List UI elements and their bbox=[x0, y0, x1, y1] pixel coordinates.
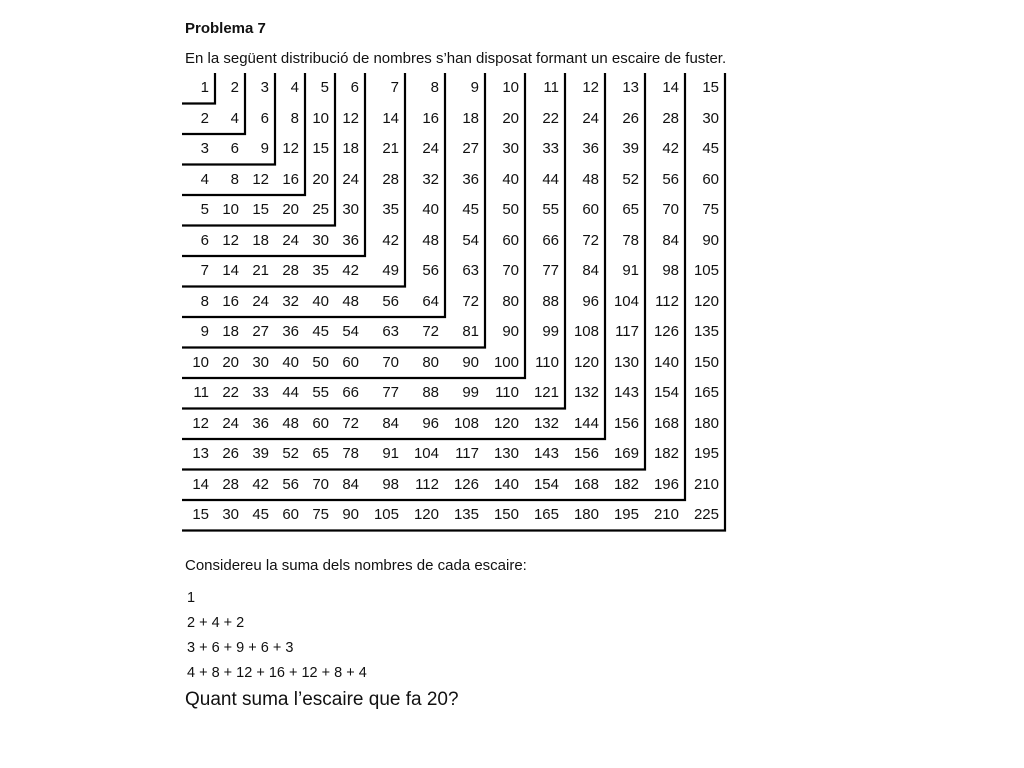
table-cell: 135 bbox=[453, 506, 479, 523]
table-cell: 90 bbox=[462, 353, 479, 371]
table-cell: 30 bbox=[702, 109, 719, 127]
table-cell: 4 bbox=[230, 109, 239, 127]
table-cell: 3 bbox=[200, 140, 209, 157]
table-cell: 105 bbox=[693, 262, 719, 279]
sum-line: 1 bbox=[187, 590, 196, 606]
table-cell: 75 bbox=[702, 201, 719, 218]
table-cell: 5 bbox=[200, 201, 209, 218]
table-cell: 42 bbox=[342, 262, 359, 279]
table-cell: 140 bbox=[653, 353, 679, 371]
table-cell: 28 bbox=[222, 475, 239, 493]
table-cell: 70 bbox=[502, 262, 519, 279]
table-cell: 60 bbox=[282, 506, 299, 523]
table-cell: 2 bbox=[230, 79, 239, 96]
table-cell: 49 bbox=[382, 262, 399, 279]
table-cell: 28 bbox=[382, 170, 399, 188]
table-cell: 63 bbox=[462, 262, 479, 279]
consider-text: Considereu la suma dels nombres de cada escaire: bbox=[185, 557, 527, 574]
table-cell: 33 bbox=[252, 384, 269, 401]
table-cell: 120 bbox=[693, 292, 719, 310]
table-cell: 24 bbox=[582, 109, 599, 127]
table-cell: 28 bbox=[282, 262, 299, 279]
table-cell: 4 bbox=[200, 170, 209, 188]
table-cell: 104 bbox=[613, 292, 639, 310]
table-cell: 15 bbox=[312, 140, 329, 157]
table-cell: 28 bbox=[662, 109, 679, 127]
table-cell: 90 bbox=[342, 506, 359, 523]
table-cell: 80 bbox=[422, 353, 439, 371]
table-cell: 70 bbox=[662, 201, 679, 218]
table-cell: 40 bbox=[312, 292, 329, 310]
table-cell: 1 bbox=[200, 79, 209, 96]
table-cell: 182 bbox=[653, 445, 679, 462]
table-cell: 112 bbox=[415, 475, 439, 493]
table-cell: 182 bbox=[613, 475, 639, 493]
table-cell: 210 bbox=[653, 506, 679, 523]
table-cell: 126 bbox=[453, 475, 479, 493]
table-cell: 195 bbox=[693, 445, 719, 462]
table-cell: 12 bbox=[222, 231, 239, 249]
table-cell: 40 bbox=[502, 170, 519, 188]
table-cell: 110 bbox=[495, 384, 519, 401]
table-cell: 50 bbox=[502, 201, 519, 218]
table-cell: 24 bbox=[252, 292, 269, 310]
table-cell: 24 bbox=[222, 414, 239, 432]
table-cell: 60 bbox=[342, 353, 359, 371]
table-cell: 36 bbox=[282, 323, 299, 340]
table-cell: 112 bbox=[655, 292, 679, 310]
table-cell: 45 bbox=[702, 140, 719, 157]
table-cell: 77 bbox=[382, 384, 399, 401]
table-cell: 90 bbox=[502, 323, 519, 340]
table-cell: 21 bbox=[382, 140, 399, 157]
table-cell: 6 bbox=[230, 140, 239, 157]
table-cell: 14 bbox=[222, 262, 239, 279]
table-cell: 117 bbox=[455, 445, 479, 462]
table-cell: 130 bbox=[493, 445, 519, 462]
table-cell: 14 bbox=[382, 109, 399, 127]
table-cell: 56 bbox=[282, 475, 299, 493]
table-cell: 80 bbox=[502, 292, 519, 310]
table-cell: 18 bbox=[222, 323, 239, 340]
table-cell: 8 bbox=[430, 79, 439, 96]
table-cell: 7 bbox=[390, 79, 399, 96]
table-cell: 20 bbox=[312, 170, 329, 188]
table-cell: 169 bbox=[613, 445, 639, 462]
table-cell: 120 bbox=[493, 414, 519, 432]
table-cell: 44 bbox=[282, 384, 299, 401]
table-cell: 16 bbox=[282, 170, 299, 188]
table-cell: 42 bbox=[382, 231, 399, 249]
table-cell: 45 bbox=[462, 201, 479, 218]
table-cell: 99 bbox=[462, 384, 479, 401]
table-cell: 30 bbox=[222, 506, 239, 523]
table-cell: 6 bbox=[200, 231, 209, 249]
table-cell: 168 bbox=[573, 475, 599, 493]
table-cell: 99 bbox=[542, 323, 559, 340]
table-cell: 21 bbox=[252, 262, 269, 279]
table-cell: 130 bbox=[613, 353, 639, 371]
table-cell: 78 bbox=[342, 445, 359, 462]
table-cell: 18 bbox=[252, 231, 269, 249]
table-cell: 132 bbox=[533, 414, 559, 432]
table-cell: 40 bbox=[282, 353, 299, 371]
table-cell: 70 bbox=[382, 353, 399, 371]
table-cell: 15 bbox=[192, 506, 209, 523]
table-cell: 72 bbox=[462, 292, 479, 310]
table-cell: 64 bbox=[422, 292, 439, 310]
table-cell: 35 bbox=[382, 201, 399, 218]
sum-line: 4 + 8 + 12 + 16 + 12 + 8 + 4 bbox=[187, 665, 367, 681]
table-cell: 12 bbox=[192, 414, 209, 432]
question-text: Quant suma l’escaire que fa 20? bbox=[185, 689, 459, 710]
table-cell: 14 bbox=[662, 79, 679, 96]
table-cell: 39 bbox=[252, 445, 269, 462]
table-cell: 110 bbox=[535, 353, 559, 371]
table-cell: 156 bbox=[613, 414, 639, 432]
table-cell: 32 bbox=[282, 292, 299, 310]
table-cell: 2 bbox=[200, 109, 209, 127]
table-cell: 20 bbox=[222, 353, 239, 371]
table-cell: 104 bbox=[413, 445, 439, 462]
table-cell: 84 bbox=[662, 231, 679, 249]
table-cell: 12 bbox=[252, 170, 269, 188]
table-cell: 8 bbox=[200, 292, 209, 310]
table-cell: 39 bbox=[622, 140, 639, 157]
table-cell: 42 bbox=[662, 140, 679, 157]
table-cell: 65 bbox=[622, 201, 639, 218]
table-cell: 36 bbox=[342, 231, 359, 249]
table-cell: 84 bbox=[382, 414, 399, 432]
sum-line: 3 + 6 + 9 + 6 + 3 bbox=[187, 640, 294, 656]
table-cell: 24 bbox=[422, 140, 439, 157]
table-cell: 78 bbox=[622, 231, 639, 249]
table-cell: 6 bbox=[350, 79, 359, 96]
table-cell: 132 bbox=[573, 384, 599, 401]
table-cell: 36 bbox=[252, 414, 269, 432]
table-cell: 12 bbox=[582, 79, 599, 96]
table-cell: 27 bbox=[252, 323, 269, 340]
table-cell: 91 bbox=[382, 445, 399, 462]
table-cell: 165 bbox=[693, 384, 719, 401]
table-cell: 65 bbox=[312, 445, 329, 462]
table-cell: 98 bbox=[382, 475, 399, 493]
table-cell: 32 bbox=[422, 170, 439, 188]
table-cell: 100 bbox=[493, 353, 519, 371]
table-cell: 60 bbox=[312, 414, 329, 432]
table-cell: 18 bbox=[462, 109, 479, 127]
table-cell: 75 bbox=[312, 506, 329, 523]
table-cell: 20 bbox=[282, 201, 299, 218]
table-cell: 55 bbox=[542, 201, 559, 218]
sum-line: 2 + 4 + 2 bbox=[187, 615, 245, 631]
table-cell: 36 bbox=[582, 140, 599, 157]
table-cell: 77 bbox=[542, 262, 559, 279]
table-cell: 15 bbox=[252, 201, 269, 218]
table-cell: 72 bbox=[342, 414, 359, 432]
table-cell: 72 bbox=[422, 323, 439, 340]
table-cell: 196 bbox=[653, 475, 679, 493]
table-cell: 30 bbox=[312, 231, 329, 249]
table-cell: 6 bbox=[260, 109, 269, 127]
table-cell: 180 bbox=[573, 506, 599, 523]
table-cell: 12 bbox=[282, 140, 299, 157]
table-cell: 10 bbox=[312, 109, 329, 127]
table-cell: 84 bbox=[342, 475, 359, 493]
table-cell: 60 bbox=[582, 201, 599, 218]
table-cell: 11 bbox=[543, 79, 559, 96]
table-cell: 140 bbox=[493, 475, 519, 493]
table-cell: 9 bbox=[200, 323, 209, 340]
table-cell: 84 bbox=[582, 262, 599, 279]
table-cell: 13 bbox=[192, 445, 209, 462]
table-cell: 96 bbox=[582, 292, 599, 310]
table-cell: 150 bbox=[493, 506, 519, 523]
table-cell: 44 bbox=[542, 170, 559, 188]
table-cell: 98 bbox=[662, 262, 679, 279]
table-cell: 30 bbox=[502, 140, 519, 157]
table-cell: 117 bbox=[615, 323, 639, 340]
table-cell: 135 bbox=[693, 323, 719, 340]
table-cell: 105 bbox=[373, 506, 399, 523]
sum-list bbox=[187, 586, 367, 686]
table-cell: 70 bbox=[312, 475, 329, 493]
table-cell: 25 bbox=[312, 201, 329, 218]
table-cell: 63 bbox=[382, 323, 399, 340]
table-cell: 55 bbox=[312, 384, 329, 401]
table-cell: 16 bbox=[222, 292, 239, 310]
table-cell: 15 bbox=[702, 79, 719, 96]
table-cell: 8 bbox=[290, 109, 299, 127]
table-cell: 88 bbox=[542, 292, 559, 310]
table-cell: 126 bbox=[653, 323, 679, 340]
table-cell: 48 bbox=[422, 231, 439, 249]
problem-title: Problema 7 bbox=[185, 20, 266, 37]
table-cell: 52 bbox=[282, 445, 299, 462]
table-cell: 26 bbox=[222, 445, 239, 462]
table-cell: 56 bbox=[662, 170, 679, 188]
table-cell: 143 bbox=[533, 445, 559, 462]
table-cell: 54 bbox=[462, 231, 479, 249]
table-cell: 81 bbox=[462, 323, 479, 340]
table-cell: 56 bbox=[422, 262, 439, 279]
table-cell: 24 bbox=[282, 231, 299, 249]
table-cell: 16 bbox=[422, 109, 439, 127]
table-cell: 120 bbox=[573, 353, 599, 371]
table-cell: 225 bbox=[693, 506, 719, 523]
table-cell: 48 bbox=[582, 170, 599, 188]
table-cell: 35 bbox=[312, 262, 329, 279]
table-cell: 52 bbox=[622, 170, 639, 188]
table-cell: 12 bbox=[342, 109, 359, 127]
table-cell: 108 bbox=[573, 323, 599, 340]
table-cell: 10 bbox=[502, 79, 519, 96]
table-cell: 10 bbox=[222, 201, 239, 218]
table-cell: 50 bbox=[312, 353, 329, 371]
table-cell: 90 bbox=[702, 231, 719, 249]
table-cell: 88 bbox=[422, 384, 439, 401]
table-cell: 120 bbox=[413, 506, 439, 523]
table-cell: 30 bbox=[252, 353, 269, 371]
table-cell: 11 bbox=[193, 384, 209, 401]
table-cell: 60 bbox=[702, 170, 719, 188]
table-cell: 22 bbox=[222, 384, 239, 401]
table-cell: 9 bbox=[260, 140, 269, 157]
table-cell: 210 bbox=[693, 475, 719, 493]
table-cell: 56 bbox=[382, 292, 399, 310]
problem-intro: En la següent distribució de nombres s’han disposat formant un escaire de fuster. bbox=[185, 50, 727, 67]
table-cell: 18 bbox=[342, 140, 359, 157]
table-cell: 3 bbox=[260, 79, 269, 96]
table-cell: 8 bbox=[230, 170, 239, 188]
table-cell: 27 bbox=[462, 140, 479, 157]
table-cell: 72 bbox=[582, 231, 599, 249]
table-cell: 180 bbox=[693, 414, 719, 432]
table-cell: 154 bbox=[653, 384, 679, 401]
table-cell: 66 bbox=[542, 231, 559, 249]
table-cell: 20 bbox=[502, 109, 519, 127]
table-cell: 33 bbox=[542, 140, 559, 157]
table-cell: 42 bbox=[252, 475, 269, 493]
table-cell: 10 bbox=[192, 353, 209, 371]
table-cell: 66 bbox=[342, 384, 359, 401]
table-cell: 165 bbox=[533, 506, 559, 523]
table-cell: 96 bbox=[422, 414, 439, 432]
table-cell: 13 bbox=[622, 79, 639, 96]
table-cell: 4 bbox=[290, 79, 299, 96]
table-cell: 143 bbox=[613, 384, 639, 401]
table-cell: 48 bbox=[282, 414, 299, 432]
table-cell: 54 bbox=[342, 323, 359, 340]
table-cell: 36 bbox=[462, 170, 479, 188]
multiplication-table bbox=[180, 73, 730, 536]
table-cell: 156 bbox=[573, 445, 599, 462]
table-cell: 45 bbox=[252, 506, 269, 523]
table-cell: 40 bbox=[422, 201, 439, 218]
table-cell: 7 bbox=[200, 262, 209, 279]
table-cell: 9 bbox=[470, 79, 479, 96]
table-cell: 24 bbox=[342, 170, 359, 188]
table-cell: 5 bbox=[320, 79, 329, 96]
table-cell: 154 bbox=[533, 475, 559, 493]
table-cell: 150 bbox=[693, 353, 719, 371]
table-cell: 144 bbox=[573, 414, 599, 432]
table-cell: 168 bbox=[653, 414, 679, 432]
table-cell: 22 bbox=[542, 109, 559, 127]
table-cell: 45 bbox=[312, 323, 329, 340]
table-cell: 26 bbox=[622, 109, 639, 127]
table-cell: 14 bbox=[192, 475, 209, 493]
table-cell: 30 bbox=[342, 201, 359, 218]
table-cell: 91 bbox=[622, 262, 639, 279]
table-cell: 108 bbox=[453, 414, 479, 432]
table-cell: 121 bbox=[533, 384, 559, 401]
table-cell: 60 bbox=[502, 231, 519, 249]
table-cell: 195 bbox=[613, 506, 639, 523]
table-cell: 48 bbox=[342, 292, 359, 310]
